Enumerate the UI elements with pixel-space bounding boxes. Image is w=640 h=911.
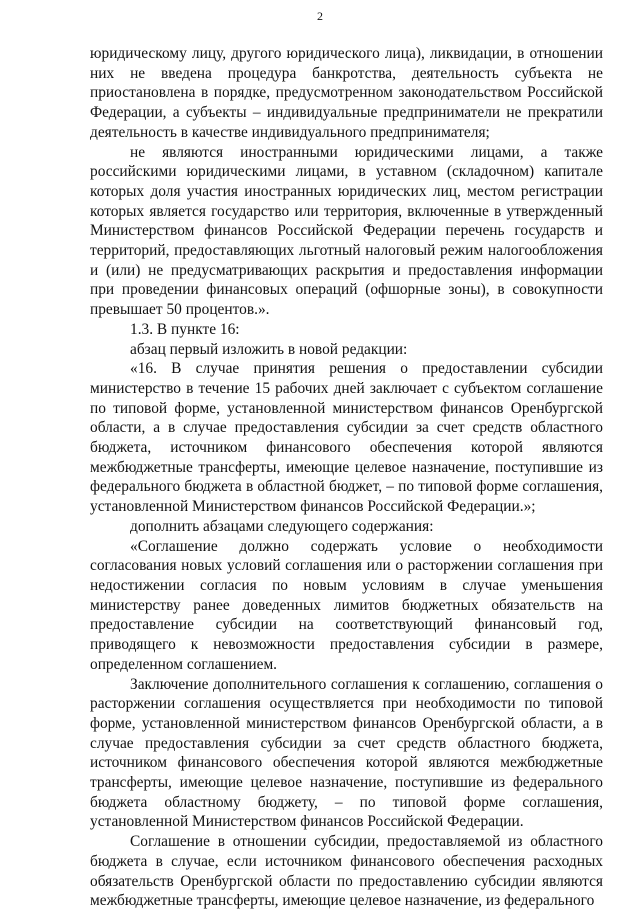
- paragraph-7: «Соглашение должно содержать условие о необходимости согласования новых условий соглашения или о расторжении соглашения при недостижении согласия по новым условиям в случае уменьшения министерству ранее доведенных лимитов бюджетных обязательств на предоставление субсидии на соответствующий финансовый год, приводящего к невозможности предоставления субсидии в размере, определенном соглашением.: [90, 537, 603, 673]
- paragraph-1: юридическому лицу, другого юридического лица), ликвидации, в отношении них не введена процедура банкротства, деятельность субъекта не приостановлена в порядке, предусмотренном законодательством Российской Федерации, а субъекты – индивидуальные предприниматели не прекратили деятельность в качестве индивидуального предпринимателя;: [90, 45, 603, 141]
- document-body: [90, 44, 603, 911]
- paragraph-9: Соглашение в отношении субсидии, предоставляемой из областного бюджета в случае, если источником финансового обеспечения расходных обязательств Оренбургской области по предоставлению субсидии являются межбюджетные трансферты, имеющие целевое назначение, из федерального: [90, 833, 603, 910]
- paragraph-8: Заключение дополнительного соглашения к соглашению, соглашения о расторжении соглашения осуществляется при необходимости по типовой форме, установленной министерством финансов Оренбургской области, а в случае предоставления субсидии за счет средств областного бюджета, источником финансового обеспечения которой являются межбюджетные трансферты, имеющие целевое назначение, поступившие из федерального бюджета областному бюджету, – по типовой форме соглашения, установленной Министерством финансов Российской Федерации.: [90, 675, 603, 831]
- paragraph-6: дополнить абзацами следующего содержания:: [130, 517, 434, 535]
- paragraph-5: «16. В случае принятия решения о предоставлении субсидии министерство в течение 15 рабочих дней заключает с субъектом соглашение по типовой форме, установленной министерством финансов Оренбургской области, а в случае предоставления субсидии за счет средств областного бюджета, источником финансового обеспечения которой являются межбюджетные трансферты, имеющие целевое назначение, поступившие из федерального бюджета в областной бюджет, – по типовой форме соглашения, установленной Министерством финансов Российской Федерации.»;: [90, 360, 603, 516]
- paragraph-3: 1.3. В пункте 16:: [130, 320, 240, 338]
- page-number: 2: [317, 9, 323, 23]
- paragraph-2: не являются иностранными юридическими лицами, а также российскими юридическими лицами, в уставном (складочном) капитале которых доля участия иностранных юридических лиц, местом регистрации которых является государство или территория, включенные в утвержденный Министерством финансов Российской Федерации перечень государств и территорий, предоставляющих льготный налоговый режим налогообложения и (или) не предусматривающих раскрытия и предоставления информации при проведении финансовых операций (офшорные зоны), в совокупности превышает 50 процентов.».: [90, 143, 603, 319]
- paragraph-4: абзац первый изложить в новой редакции:: [130, 340, 408, 358]
